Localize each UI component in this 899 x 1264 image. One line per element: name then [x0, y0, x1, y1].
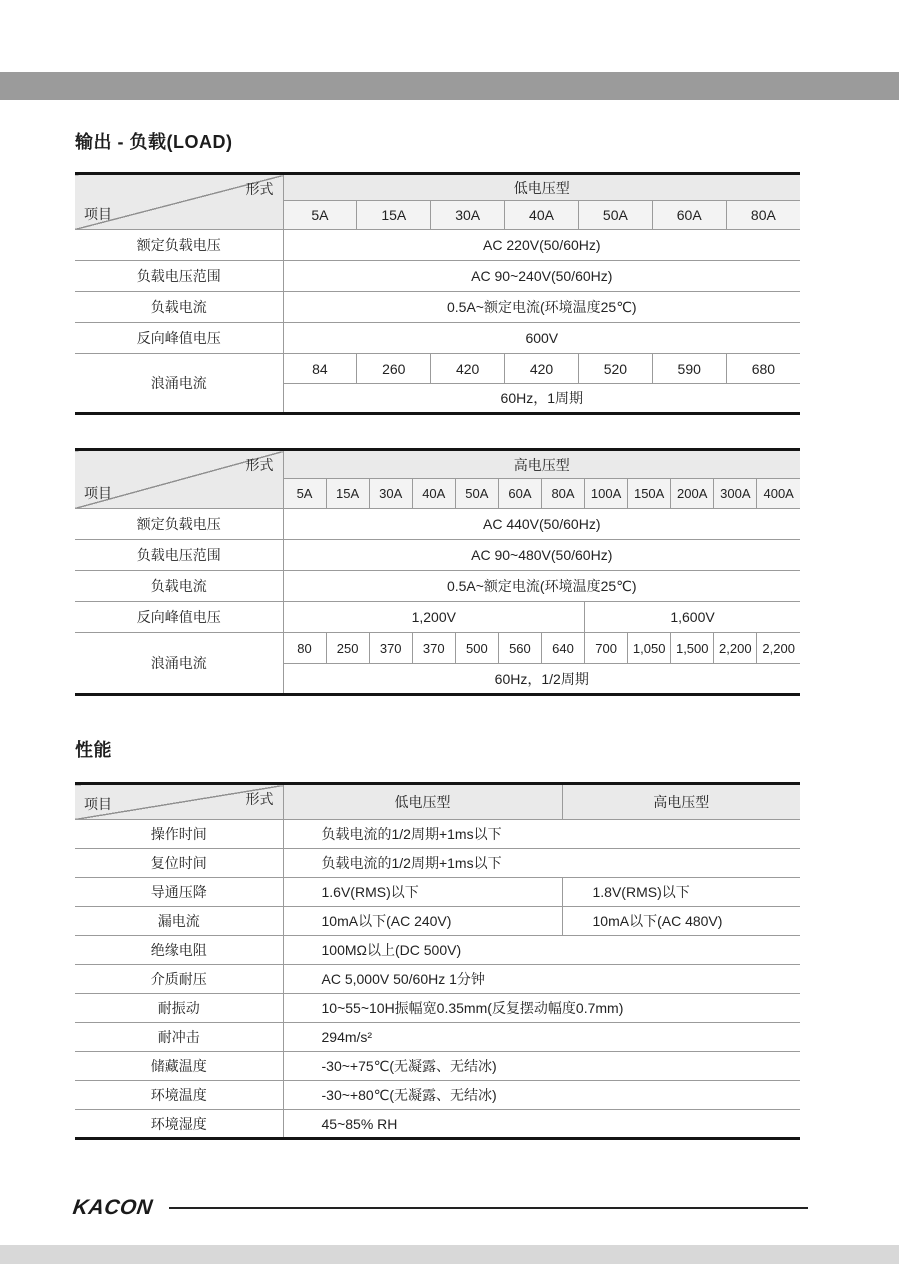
cell-value: 420: [505, 354, 579, 384]
corner-label-type: 形式: [245, 457, 274, 473]
cell-value: 420: [431, 354, 505, 384]
cell-value: 260: [357, 354, 431, 384]
cell-value: 370: [412, 633, 455, 664]
column-header: 15A: [357, 201, 431, 230]
cell-value: 700: [585, 633, 628, 664]
cell-value: AC 90~480V(50/60Hz): [283, 540, 800, 571]
column-header: 100A: [585, 479, 628, 509]
cell-note: 60Hz，1周期: [283, 384, 800, 414]
cell-value: 1,200V: [283, 602, 585, 633]
cell-value: AC 90~240V(50/60Hz): [283, 261, 800, 292]
group-header: 低电压型: [283, 174, 800, 201]
footer-rule: [169, 1207, 809, 1209]
cell-value: -30~+80℃(无凝露、无结冰): [283, 1081, 800, 1110]
column-header: 400A: [757, 479, 800, 509]
row-label: 导通压降: [75, 878, 283, 907]
cell-value: 10mA以下(AC 480V): [562, 907, 800, 936]
row-label: 负载电压范围: [75, 261, 283, 292]
column-header: 高电压型: [562, 784, 800, 820]
column-header: 60A: [498, 479, 541, 509]
cell-value: 0.5A~额定电流(环境温度25℃): [283, 571, 800, 602]
cell-value: 80: [283, 633, 326, 664]
cell-value: 2,200: [714, 633, 757, 664]
row-label: 额定负载电压: [75, 509, 283, 540]
cell-value: 10mA以下(AC 240V): [283, 907, 562, 936]
cell-value: 680: [726, 354, 800, 384]
column-header: 300A: [714, 479, 757, 509]
column-header: 80A: [541, 479, 584, 509]
row-label: 耐振动: [75, 994, 283, 1023]
cell-value: 1.8V(RMS)以下: [562, 878, 800, 907]
row-label: 负载电流: [75, 571, 283, 602]
kacon-logo: KACON: [71, 1196, 155, 1219]
column-header: 低电压型: [283, 784, 562, 820]
cell-value: 294m/s²: [283, 1023, 800, 1052]
cell-value: 0.5A~额定电流(环境温度25℃): [283, 292, 800, 323]
row-label: 储藏温度: [75, 1052, 283, 1081]
cell-value: 560: [498, 633, 541, 664]
cell-value: 520: [578, 354, 652, 384]
corner-label-item: 项目: [84, 796, 112, 812]
cell-value: 45~85% RH: [283, 1110, 800, 1139]
column-header: 80A: [726, 201, 800, 230]
cell-value: 1,050: [628, 633, 671, 664]
row-label: 额定负载电压: [75, 230, 283, 261]
column-header: 50A: [455, 479, 498, 509]
corner-header-cell: [75, 450, 283, 509]
row-label: 绝缘电阻: [75, 936, 283, 965]
section-title-load: 输出 - 负载(LOAD): [75, 132, 233, 152]
cell-value: 640: [541, 633, 584, 664]
row-label: 反向峰值电压: [75, 323, 283, 354]
column-header: 200A: [671, 479, 714, 509]
row-label: 操作时间: [75, 820, 283, 849]
performance-table: [75, 782, 800, 1140]
page-bottom-bar: [0, 1245, 899, 1264]
column-header: 40A: [505, 201, 579, 230]
row-label: 负载电压范围: [75, 540, 283, 571]
cell-note: 60Hz，1/2周期: [283, 664, 800, 695]
row-label: 耐冲击: [75, 1023, 283, 1052]
column-header: 30A: [431, 201, 505, 230]
cell-value: 250: [326, 633, 369, 664]
cell-value: 500: [455, 633, 498, 664]
cell-value: 1,600V: [585, 602, 800, 633]
section-title-performance: 性能: [75, 740, 112, 760]
cell-value: 1,500: [671, 633, 714, 664]
cell-value: 1.6V(RMS)以下: [283, 878, 562, 907]
column-header: 5A: [283, 479, 326, 509]
cell-value: AC 220V(50/60Hz): [283, 230, 800, 261]
page-footer: [73, 1196, 813, 1220]
high-voltage-table: [75, 448, 800, 696]
cell-value: 370: [369, 633, 412, 664]
cell-value: -30~+75℃(无凝露、无结冰): [283, 1052, 800, 1081]
cell-value: 10~55~10H振幅宽0.35mm(反复摆动幅度0.7mm): [283, 994, 800, 1023]
column-header: 150A: [628, 479, 671, 509]
corner-label-type: 形式: [245, 791, 274, 807]
cell-value: AC 440V(50/60Hz): [283, 509, 800, 540]
row-label: 环境湿度: [75, 1110, 283, 1139]
corner-label-item: 项目: [84, 485, 112, 501]
low-voltage-table: [75, 172, 800, 415]
cell-value: 600V: [283, 323, 800, 354]
corner-header-cell: [75, 784, 283, 820]
cell-value: 100MΩ以上(DC 500V): [283, 936, 800, 965]
cell-value: 负载电流的1/2周期+1ms以下: [283, 849, 800, 878]
row-label: 介质耐压: [75, 965, 283, 994]
cell-value: 84: [283, 354, 357, 384]
row-label: 负载电流: [75, 292, 283, 323]
cell-value: AC 5,000V 50/60Hz 1分钟: [283, 965, 800, 994]
row-label: 环境温度: [75, 1081, 283, 1110]
corner-label-item: 项目: [84, 206, 112, 222]
column-header: 30A: [369, 479, 412, 509]
page-top-bar: [0, 72, 899, 100]
row-label: 浪涌电流: [75, 354, 283, 414]
column-header: 50A: [578, 201, 652, 230]
row-label: 漏电流: [75, 907, 283, 936]
column-header: 5A: [283, 201, 357, 230]
corner-label-type: 形式: [245, 181, 274, 197]
group-header: 高电压型: [283, 450, 800, 479]
column-header: 15A: [326, 479, 369, 509]
column-header: 40A: [412, 479, 455, 509]
row-label: 反向峰值电压: [75, 602, 283, 633]
cell-value: 负载电流的1/2周期+1ms以下: [283, 820, 800, 849]
cell-value: 590: [652, 354, 726, 384]
row-label: 浪涌电流: [75, 633, 283, 695]
corner-header-cell: [75, 174, 283, 230]
cell-value: 2,200: [757, 633, 800, 664]
column-header: 60A: [652, 201, 726, 230]
row-label: 复位时间: [75, 849, 283, 878]
